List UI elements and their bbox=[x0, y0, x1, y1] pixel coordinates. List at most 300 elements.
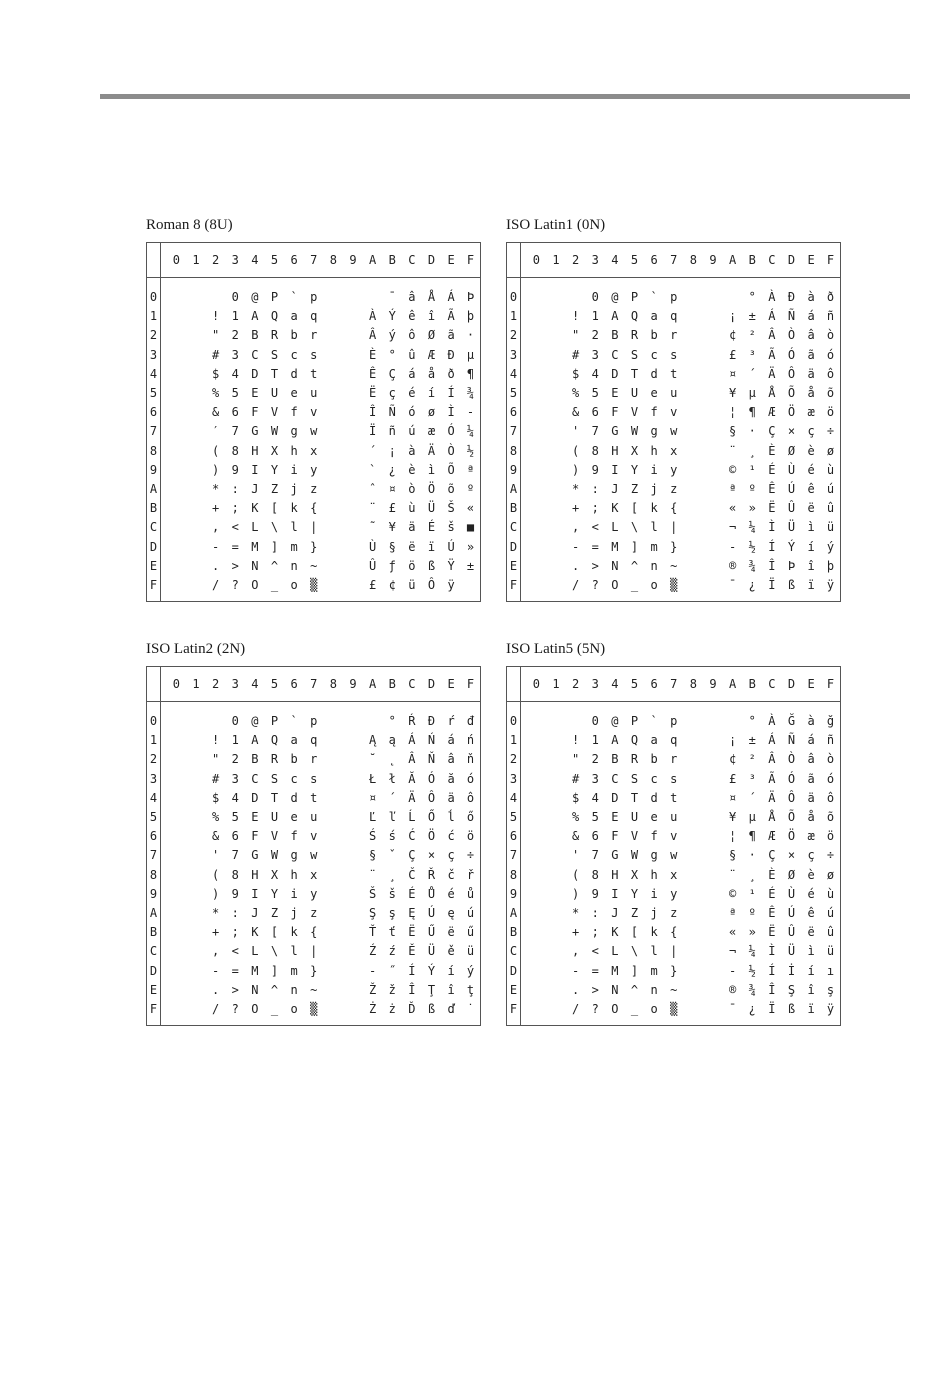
char-cell: É bbox=[427, 520, 436, 535]
row-header: 1 bbox=[149, 309, 158, 324]
char-cell: ú bbox=[466, 906, 475, 921]
char-cell: Õ bbox=[787, 810, 796, 825]
char-cell: J bbox=[251, 906, 259, 921]
char-cell: ü bbox=[466, 944, 475, 959]
char-cell bbox=[703, 702, 723, 732]
char-cell: Ÿ bbox=[447, 558, 455, 573]
char-cell: Ø bbox=[427, 328, 436, 343]
char-cell bbox=[566, 702, 586, 732]
char-cell: ª bbox=[728, 482, 737, 497]
char-cell: \ bbox=[270, 520, 279, 535]
char-cell: ë bbox=[807, 501, 815, 516]
char-cell: ë bbox=[447, 925, 455, 940]
char-cell: Þ bbox=[787, 558, 796, 573]
char-cell: y bbox=[670, 462, 678, 477]
char-cell: ^ bbox=[630, 982, 639, 997]
char-cell bbox=[703, 866, 723, 885]
column-header: A bbox=[368, 253, 377, 267]
char-cell bbox=[186, 422, 206, 441]
char-cell: + bbox=[211, 925, 220, 940]
char-cell bbox=[324, 770, 344, 789]
char-cell: ĺ bbox=[447, 810, 455, 825]
char-cell bbox=[324, 750, 344, 769]
char-cell: ¦ bbox=[728, 829, 737, 844]
column-header: 2 bbox=[211, 253, 220, 267]
char-cell: ¯ bbox=[728, 578, 737, 593]
char-cell: k bbox=[290, 501, 298, 516]
char-cell: Ü bbox=[787, 520, 796, 535]
char-cell: H bbox=[251, 443, 259, 458]
char-cell: ű bbox=[466, 925, 475, 940]
char-cell bbox=[186, 808, 206, 827]
char-cell: M bbox=[251, 963, 259, 978]
char-cell: A bbox=[611, 309, 619, 324]
char-cell: 9 bbox=[231, 886, 239, 901]
column-header-row bbox=[147, 667, 481, 702]
char-cell bbox=[186, 557, 206, 576]
char-cell bbox=[703, 278, 723, 308]
char-cell: 6 bbox=[591, 405, 599, 420]
char-cell: Ô bbox=[787, 790, 796, 805]
char-cell: ´ bbox=[748, 366, 756, 381]
char-cell: e bbox=[650, 386, 658, 401]
char-cell bbox=[703, 518, 723, 537]
char-cell: Q bbox=[630, 309, 639, 324]
char-cell: é bbox=[807, 886, 815, 901]
char-cell: 2 bbox=[591, 752, 599, 767]
top-rule bbox=[100, 94, 910, 99]
char-cell: × bbox=[787, 848, 796, 863]
char-cell bbox=[684, 442, 704, 461]
char-cell: o bbox=[290, 1002, 298, 1017]
char-cell: c bbox=[650, 347, 658, 362]
char-cell: ï bbox=[807, 578, 815, 593]
char-cell: ì bbox=[427, 462, 436, 477]
char-cell: C bbox=[611, 771, 619, 786]
char-cell: m bbox=[290, 963, 298, 978]
char-cell: ¬ bbox=[728, 520, 737, 535]
char-cell: 8 bbox=[231, 867, 239, 882]
char-cell: } bbox=[670, 963, 678, 978]
char-cell: ¡ bbox=[388, 443, 396, 458]
char-cell: ) bbox=[571, 462, 580, 477]
char-cell bbox=[167, 731, 187, 750]
char-cell bbox=[167, 576, 187, 602]
char-cell: ` bbox=[650, 290, 658, 304]
char-cell: ê bbox=[408, 309, 416, 324]
char-cell: F bbox=[251, 829, 259, 844]
column-header: 4 bbox=[611, 253, 619, 267]
char-cell: š bbox=[447, 520, 455, 535]
table-row bbox=[147, 789, 481, 808]
char-cell: Ĺ bbox=[408, 810, 416, 825]
char-cell: Ë bbox=[368, 386, 377, 401]
char-cell: < bbox=[231, 944, 239, 959]
row-header: E bbox=[509, 558, 518, 573]
char-cell: · bbox=[748, 424, 756, 439]
column-header: A bbox=[728, 253, 737, 267]
column-header: 6 bbox=[290, 253, 298, 267]
char-cell bbox=[324, 518, 344, 537]
char-cell: â bbox=[408, 290, 416, 304]
char-cell: Ô bbox=[787, 366, 796, 381]
char-cell: | bbox=[670, 520, 678, 535]
char-cell bbox=[684, 346, 704, 365]
char-cell bbox=[324, 866, 344, 885]
char-cell: Ä bbox=[427, 443, 436, 458]
char-cell bbox=[566, 278, 586, 308]
char-cell bbox=[324, 981, 344, 1000]
char-cell: y bbox=[310, 462, 318, 477]
char-cell: Ë bbox=[768, 925, 776, 940]
char-cell: z bbox=[670, 906, 678, 921]
column-header: A bbox=[368, 677, 377, 691]
char-cell: ä bbox=[408, 520, 416, 535]
char-cell: a bbox=[650, 733, 658, 748]
char-cell: © bbox=[728, 886, 737, 901]
char-cell bbox=[684, 538, 704, 557]
char-cell: ø bbox=[826, 443, 835, 458]
char-cell: à bbox=[408, 443, 416, 458]
char-cell: g bbox=[290, 424, 298, 439]
char-cell: Ò bbox=[787, 328, 796, 343]
row-header: 1 bbox=[149, 733, 158, 748]
char-cell: 7 bbox=[591, 424, 599, 439]
column-header: F bbox=[466, 677, 475, 691]
char-cell: z bbox=[310, 906, 318, 921]
char-cell bbox=[186, 981, 206, 1000]
char-cell: Ç bbox=[408, 848, 416, 863]
row-header: 6 bbox=[149, 405, 158, 420]
char-cell bbox=[324, 923, 344, 942]
char-cell: Ñ bbox=[388, 405, 396, 420]
char-cell: $ bbox=[211, 366, 220, 381]
char-cell: ô bbox=[466, 790, 475, 805]
char-cell: Q bbox=[270, 733, 279, 748]
column-header: D bbox=[787, 677, 796, 691]
char-cell: ë bbox=[807, 925, 815, 940]
char-cell bbox=[684, 384, 704, 403]
char-cell: 6 bbox=[591, 829, 599, 844]
char-cell bbox=[186, 307, 206, 326]
char-cell: u bbox=[310, 810, 318, 825]
char-cell bbox=[546, 365, 566, 384]
char-cell: : bbox=[231, 482, 239, 497]
char-cell: N bbox=[251, 982, 259, 997]
char-cell: ~ bbox=[310, 558, 318, 573]
char-cell bbox=[546, 278, 566, 308]
char-cell: î bbox=[807, 558, 815, 573]
char-cell: ' bbox=[571, 848, 580, 863]
char-cell: - bbox=[728, 539, 737, 554]
corner-cell bbox=[507, 667, 521, 702]
char-cell: 1 bbox=[231, 733, 239, 748]
char-cell: º bbox=[466, 482, 475, 497]
char-cell: Ą bbox=[368, 733, 377, 748]
char-cell: I bbox=[611, 886, 619, 901]
column-header: 9 bbox=[349, 677, 357, 691]
row-header: F bbox=[509, 578, 518, 593]
char-cell: ó bbox=[466, 771, 475, 786]
char-cell: ¨ bbox=[728, 443, 737, 458]
chart-title: ISO Latin2 (2N) bbox=[146, 641, 246, 657]
char-cell: . bbox=[571, 558, 580, 573]
char-cell bbox=[343, 442, 363, 461]
char-cell: g bbox=[290, 848, 298, 863]
char-cell: ¡ bbox=[728, 309, 737, 324]
char-cell: ® bbox=[728, 558, 737, 573]
char-cell bbox=[186, 278, 206, 308]
char-cell: £ bbox=[388, 501, 396, 516]
char-cell: ó bbox=[826, 771, 835, 786]
char-cell: U bbox=[270, 810, 279, 825]
char-cell bbox=[167, 789, 187, 808]
char-cell bbox=[343, 346, 363, 365]
char-cell: Ð bbox=[787, 290, 796, 304]
char-cell: C bbox=[611, 347, 619, 362]
char-cell bbox=[324, 538, 344, 557]
char-cell: Æ bbox=[768, 829, 776, 844]
table-row bbox=[147, 403, 481, 422]
char-cell: ï bbox=[427, 539, 436, 554]
char-cell: å bbox=[427, 366, 436, 381]
column-header: E bbox=[807, 253, 815, 267]
char-cell: ² bbox=[748, 328, 756, 343]
char-cell: § bbox=[388, 539, 396, 554]
char-cell: ' bbox=[211, 848, 220, 863]
char-cell bbox=[546, 346, 566, 365]
row-header: 4 bbox=[509, 790, 518, 805]
char-cell: 0 bbox=[231, 290, 239, 304]
char-cell bbox=[343, 702, 363, 732]
char-cell: ź bbox=[388, 944, 396, 959]
char-cell bbox=[703, 827, 723, 846]
char-cell: ? bbox=[231, 1002, 239, 1017]
char-cell: ? bbox=[591, 578, 599, 593]
char-cell: É bbox=[768, 462, 776, 477]
char-cell bbox=[363, 278, 383, 308]
table-row bbox=[507, 923, 841, 942]
char-cell bbox=[324, 480, 344, 499]
column-header: 2 bbox=[571, 253, 580, 267]
char-cell: ` bbox=[290, 714, 298, 728]
row-header: 2 bbox=[149, 328, 158, 343]
char-cell: P bbox=[630, 714, 639, 728]
char-cell: K bbox=[611, 501, 619, 516]
char-cell: Ã bbox=[768, 347, 776, 362]
char-cell: Ë bbox=[768, 501, 776, 516]
table-row bbox=[507, 702, 841, 732]
char-cell: C bbox=[251, 771, 259, 786]
char-cell: 6 bbox=[231, 829, 239, 844]
char-cell: 9 bbox=[231, 462, 239, 477]
char-cell: ° bbox=[388, 347, 396, 362]
char-cell bbox=[527, 942, 547, 961]
char-cell bbox=[167, 702, 187, 732]
row-header: A bbox=[149, 482, 158, 497]
char-cell bbox=[684, 981, 704, 1000]
char-cell: 4 bbox=[231, 790, 239, 805]
column-header: 4 bbox=[251, 253, 259, 267]
char-cell: À bbox=[368, 309, 377, 324]
char-cell bbox=[527, 384, 547, 403]
char-cell: ÷ bbox=[466, 848, 475, 863]
char-cell: 8 bbox=[231, 443, 239, 458]
char-cell: Õ bbox=[787, 386, 796, 401]
char-cell: t bbox=[310, 790, 318, 805]
char-cell bbox=[167, 365, 187, 384]
char-cell: ã bbox=[807, 347, 815, 362]
char-cell: / bbox=[211, 578, 220, 593]
column-header: 8 bbox=[329, 253, 337, 267]
char-cell: ţ bbox=[466, 982, 475, 997]
char-cell: ì bbox=[807, 520, 815, 535]
char-cell: Æ bbox=[427, 347, 436, 362]
table-row bbox=[507, 278, 841, 308]
char-cell: V bbox=[630, 405, 639, 420]
column-header: 9 bbox=[349, 253, 357, 267]
char-cell: ? bbox=[231, 578, 239, 593]
char-cell: " bbox=[571, 752, 580, 767]
char-cell bbox=[186, 538, 206, 557]
char-cell: ö bbox=[408, 558, 416, 573]
char-cell: Ì bbox=[768, 944, 776, 959]
char-cell bbox=[324, 942, 344, 961]
table-row bbox=[147, 731, 481, 750]
char-cell: Š bbox=[368, 886, 377, 901]
char-cell: w bbox=[310, 848, 318, 863]
char-cell: ` bbox=[290, 290, 298, 304]
char-cell: / bbox=[211, 1002, 220, 1017]
char-cell bbox=[703, 422, 723, 441]
char-cell: 5 bbox=[231, 810, 239, 825]
char-cell: Ê bbox=[768, 482, 776, 497]
char-cell: ˇ bbox=[388, 848, 396, 863]
char-cell bbox=[324, 846, 344, 865]
char-cell: ğ bbox=[826, 714, 835, 728]
char-cell: Ï bbox=[368, 424, 377, 439]
char-cell: ï bbox=[807, 1002, 815, 1017]
char-cell: ß bbox=[787, 1002, 796, 1017]
char-cell bbox=[703, 480, 723, 499]
char-cell: í bbox=[807, 963, 815, 978]
char-cell bbox=[723, 702, 743, 732]
char-cell: b bbox=[290, 752, 298, 767]
char-cell bbox=[186, 480, 206, 499]
table-row bbox=[507, 518, 841, 537]
char-cell: ' bbox=[571, 424, 580, 439]
char-cell: × bbox=[787, 424, 796, 439]
char-cell: c bbox=[650, 771, 658, 786]
char-cell bbox=[343, 731, 363, 750]
char-cell bbox=[324, 442, 344, 461]
char-cell: . bbox=[571, 982, 580, 997]
char-cell: * bbox=[211, 482, 220, 497]
char-cell: Û bbox=[787, 925, 796, 940]
char-cell: æ bbox=[807, 405, 815, 420]
char-cell: d bbox=[290, 790, 298, 805]
column-header-row bbox=[147, 243, 481, 278]
char-cell: w bbox=[670, 848, 678, 863]
char-cell: Ś bbox=[368, 829, 377, 844]
char-cell: | bbox=[310, 944, 318, 959]
row-header: 7 bbox=[149, 848, 158, 863]
char-cell: x bbox=[670, 867, 678, 882]
char-cell: Z bbox=[270, 482, 279, 497]
char-cell: ë bbox=[408, 539, 416, 554]
char-cell bbox=[527, 981, 547, 1000]
table-row bbox=[147, 278, 481, 308]
char-cell: è bbox=[807, 443, 815, 458]
chart-iso-latin1 bbox=[506, 216, 840, 602]
char-cell: ø bbox=[427, 405, 436, 420]
row-header: 3 bbox=[149, 771, 158, 786]
char-cell bbox=[546, 942, 566, 961]
char-cell bbox=[186, 384, 206, 403]
column-header: 1 bbox=[192, 253, 200, 267]
char-cell: ; bbox=[231, 501, 239, 516]
char-cell bbox=[324, 1000, 344, 1026]
char-cell: Z bbox=[630, 482, 639, 497]
char-cell: _ bbox=[630, 578, 639, 593]
char-cell: ¶ bbox=[748, 829, 756, 844]
char-cell bbox=[703, 942, 723, 961]
char-cell: ′ bbox=[211, 424, 220, 439]
char-cell bbox=[684, 962, 704, 981]
char-cell: é bbox=[408, 386, 416, 401]
char-cell: B bbox=[611, 328, 619, 343]
char-cell bbox=[343, 885, 363, 904]
char-cell bbox=[527, 789, 547, 808]
char-cell: 5 bbox=[591, 386, 599, 401]
char-cell: ( bbox=[571, 867, 580, 882]
char-cell: - bbox=[571, 539, 580, 554]
char-cell: À bbox=[768, 290, 776, 304]
column-header: 2 bbox=[211, 677, 220, 691]
char-cell: \ bbox=[630, 944, 639, 959]
char-cell: k bbox=[650, 501, 658, 516]
char-cell: w bbox=[310, 424, 318, 439]
chart-iso-latin5 bbox=[506, 640, 840, 1026]
table-row bbox=[507, 326, 841, 345]
char-cell: > bbox=[591, 982, 599, 997]
char-cell: Ľ bbox=[368, 810, 377, 825]
char-cell bbox=[167, 557, 187, 576]
char-cell: ´ bbox=[748, 790, 756, 805]
char-cell: > bbox=[231, 982, 239, 997]
char-cell: O bbox=[611, 578, 619, 593]
row-header: 4 bbox=[149, 790, 158, 805]
char-cell: ą bbox=[388, 733, 396, 748]
char-cell bbox=[703, 538, 723, 557]
char-cell: Ü bbox=[427, 501, 436, 516]
char-cell bbox=[186, 789, 206, 808]
row-header: 1 bbox=[509, 733, 518, 748]
char-cell bbox=[343, 904, 363, 923]
char-cell: ÿ bbox=[447, 578, 455, 593]
table-row bbox=[147, 981, 481, 1000]
char-cell: È bbox=[768, 443, 776, 458]
table-row bbox=[147, 480, 481, 499]
char-cell: ¸ bbox=[748, 443, 756, 458]
char-cell: µ bbox=[748, 810, 756, 825]
char-cell: ç bbox=[447, 848, 455, 863]
char-cell bbox=[186, 365, 206, 384]
row-header: 2 bbox=[509, 752, 518, 767]
table-row bbox=[507, 750, 841, 769]
char-cell bbox=[527, 461, 547, 480]
char-cell: 1 bbox=[591, 309, 599, 324]
